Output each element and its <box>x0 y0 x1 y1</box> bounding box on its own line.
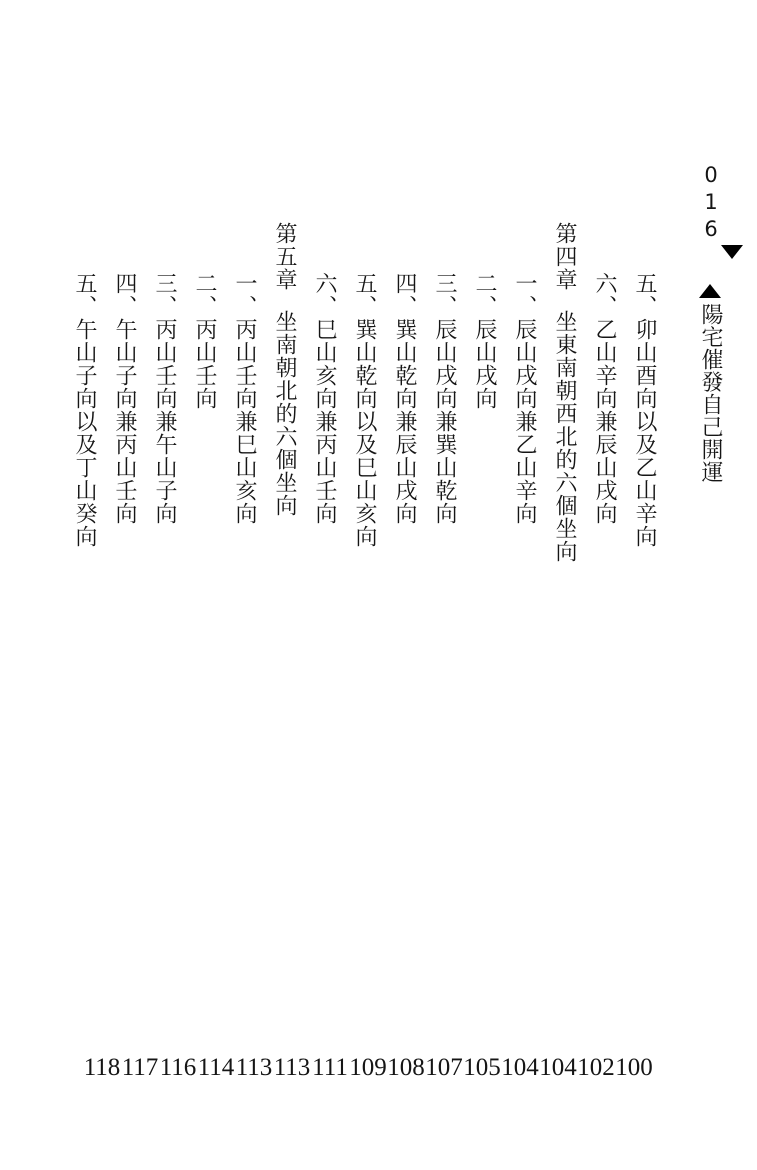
toc-entry-label: 五 <box>353 272 378 295</box>
toc-page-number: 102 <box>577 1054 615 1081</box>
toc-entry-text: 丙山壬向兼午山子向 <box>153 318 178 525</box>
toc-item-column <box>385 222 425 1052</box>
toc-entry-label: 四 <box>113 272 138 295</box>
toc-item-column <box>465 222 505 1052</box>
toc-entry-separator: 、 <box>193 295 218 318</box>
toc-item-column <box>585 222 625 1052</box>
toc-entry-label: 一 <box>233 272 258 295</box>
toc-item-column <box>185 222 225 1052</box>
toc-entry-text: 辰山戌向兼巽山乾向 <box>433 318 458 525</box>
triangle-down-icon <box>721 245 743 284</box>
running-head <box>696 163 726 483</box>
toc-entry-text: 丙山壬向 <box>193 318 218 410</box>
toc-page-number: 116 <box>159 1054 197 1081</box>
toc-columns <box>65 222 665 1052</box>
toc-item-column <box>425 222 465 1052</box>
toc-item-column <box>105 222 145 1052</box>
toc-entry-label: 四 <box>393 272 418 295</box>
toc-entry-label: 六 <box>313 272 338 295</box>
triangle-up-icon <box>699 259 721 298</box>
toc-page-number: 104 <box>501 1054 539 1081</box>
toc-entry-label: 五 <box>633 272 658 295</box>
toc-entry-separator: 、 <box>353 295 378 318</box>
page-number-row <box>83 1054 653 1082</box>
toc-entry-label: 第四章 <box>553 222 578 291</box>
toc-entry-text: 丙山壬向兼巳山亥向 <box>233 318 258 525</box>
toc-item-column <box>145 222 185 1052</box>
toc-entry-label: 一 <box>513 272 538 295</box>
toc-item-column <box>305 222 345 1052</box>
toc-page-number: 108 <box>387 1054 425 1081</box>
toc-chapter-column <box>265 222 305 1052</box>
folio-page-number: 016 <box>699 163 723 244</box>
toc-item-column <box>505 222 545 1052</box>
book-title: 陽宅催發自己開運 <box>699 303 724 483</box>
toc-entry-text: 巽山乾向以及巳山亥向 <box>353 318 378 548</box>
toc-entry-label: 三 <box>433 272 458 295</box>
toc-entry-text: 巽山乾向兼辰山戌向 <box>393 318 418 525</box>
toc-item-column <box>225 222 265 1052</box>
toc-entry-label: 五 <box>73 272 98 295</box>
toc-entry-separator: 、 <box>473 295 498 318</box>
toc-page-number: 117 <box>121 1054 159 1081</box>
toc-page-number: 107 <box>425 1054 463 1081</box>
toc-entry-text: 卯山酉向以及乙山辛向 <box>633 318 658 548</box>
toc-page-number: 100 <box>615 1054 653 1081</box>
toc-item-column <box>65 222 105 1052</box>
toc-entry-label: 二 <box>193 272 218 295</box>
toc-entry-text: 午山子向以及丁山癸向 <box>73 318 98 548</box>
toc-entry-text: 坐東南朝西北的六個坐向 <box>553 310 578 563</box>
toc-entry-separator: 、 <box>433 295 458 318</box>
toc-entry-separator: 、 <box>593 295 618 318</box>
toc-entry-label: 二 <box>473 272 498 295</box>
toc-entry-label: 六 <box>593 272 618 295</box>
toc-entry-separator: 、 <box>233 295 258 318</box>
toc-page-number: 109 <box>349 1054 387 1081</box>
toc-entry-text: 辰山戌向 <box>473 318 498 410</box>
toc-chapter-column <box>545 222 585 1052</box>
toc-entry-text: 巳山亥向兼丙山壬向 <box>313 318 338 525</box>
toc-entry-text: 乙山辛向兼辰山戌向 <box>593 318 618 525</box>
toc-page-number: 105 <box>463 1054 501 1081</box>
toc-entry-separator: 、 <box>313 295 338 318</box>
toc-entry-separator: 、 <box>513 295 538 318</box>
toc-entry-separator: 、 <box>393 295 418 318</box>
toc-entry-separator: 、 <box>153 295 178 318</box>
toc-page-number: 113 <box>273 1054 311 1081</box>
toc-page-number: 111 <box>312 1054 348 1081</box>
toc-entry-separator: 、 <box>73 295 98 318</box>
toc-entry-label: 三 <box>153 272 178 295</box>
toc-entry-text: 午山子向兼丙山壬向 <box>113 318 138 525</box>
toc-entry-label: 第五章 <box>273 222 298 291</box>
toc-entry-text: 坐南朝北的六個坐向 <box>273 310 298 517</box>
toc-entry-text: 辰山戌向兼乙山辛向 <box>513 318 538 525</box>
diamond-icon <box>699 257 723 287</box>
toc-page-number: 113 <box>235 1054 273 1081</box>
toc-page-number: 118 <box>83 1054 121 1081</box>
toc-item-column <box>345 222 385 1052</box>
toc-entry-separator: 、 <box>633 295 658 318</box>
toc-page-number: 114 <box>197 1054 235 1081</box>
toc-entry-separator: 、 <box>113 295 138 318</box>
toc-item-column <box>625 222 665 1052</box>
toc-page-number: 104 <box>539 1054 577 1081</box>
